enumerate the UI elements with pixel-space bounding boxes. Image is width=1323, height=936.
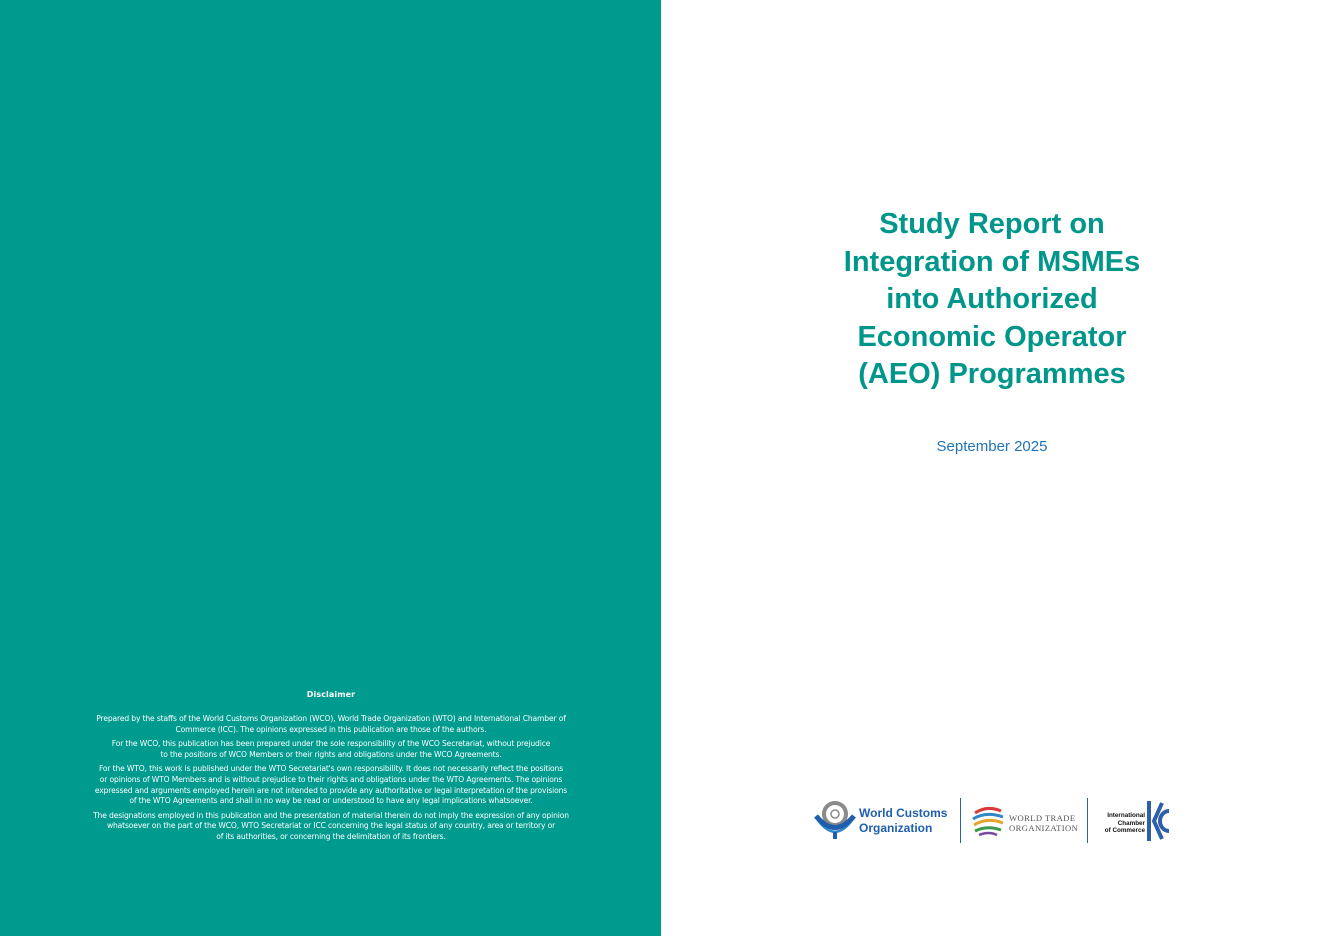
wco-logo-text xyxy=(859,806,947,836)
title-line: (AEO) Programmes xyxy=(858,358,1126,390)
report-title xyxy=(812,206,1172,394)
icc-emblem-icon xyxy=(1146,800,1170,842)
icc-logo xyxy=(1097,800,1172,842)
disclaimer-line: Prepared by the staffs of the World Customs Organization (WCO), World Trade Organization (WTO) and International Chamber of xyxy=(96,714,566,723)
icc-logo-line: of Commerce xyxy=(1104,827,1145,835)
title-line: Economic Operator xyxy=(857,320,1127,353)
disclaimer-line: expressed and arguments employed herein are not intended to provide any authoritative or legal interpretation of the provisions xyxy=(94,785,568,795)
wco-logo-line: World Customs xyxy=(859,806,948,820)
disclaimer-line: Commerce (ICC). The opinions expressed in this publication are those of the authors. xyxy=(175,724,487,734)
partner-logos xyxy=(814,797,1170,845)
disclaimer-heading: Disclaimer xyxy=(306,690,356,699)
wco-logo-line: Organization xyxy=(859,821,933,835)
wto-emblem-icon xyxy=(971,803,1007,839)
wto-logo-line: WORLD TRADE xyxy=(1009,813,1076,823)
disclaimer-block xyxy=(82,690,580,847)
disclaimer-line: of its authorities, or concerning the delimitation of its frontiers. xyxy=(216,831,446,841)
wco-logo xyxy=(814,799,954,843)
disclaimer-line: The designations employed in this publication and the presentation of material therein do not imply the expression of any opinion xyxy=(93,810,569,820)
icc-logo-text xyxy=(1097,812,1145,835)
icc-logo-line: International xyxy=(1107,812,1145,819)
title-line: Study Report on xyxy=(879,208,1105,240)
icc-logo-line: Chamber xyxy=(1117,819,1145,827)
title-line: into Authorized xyxy=(886,283,1098,315)
disclaimer-paragraph xyxy=(82,739,580,760)
disclaimer-paragraph xyxy=(82,811,580,843)
disclaimer-line: For the WCO, this publication has been prepared under the sole responsibility of the WCO Secretariat, without prejudice xyxy=(111,739,551,749)
disclaimer-line: of the WTO Agreements and shall in no way be read or understood to have any legal implications whatsoever. xyxy=(129,796,533,806)
disclaimer-paragraph xyxy=(82,714,580,735)
disclaimer-line: to the positions of WCO Members or their rights and obligations under the WCO Agreements. xyxy=(160,749,502,759)
wto-logo xyxy=(971,803,1079,839)
disclaimer-paragraph xyxy=(82,764,580,806)
wto-logo-line: ORGANIZATION xyxy=(1009,822,1079,833)
wco-emblem-icon xyxy=(814,799,856,841)
disclaimer-line: or opinions of WTO Members and is without prejudice to their rights and obligations under the WTO Agreements. The opinions xyxy=(99,774,563,784)
logo-divider xyxy=(960,798,961,843)
wto-logo-text xyxy=(1009,814,1078,833)
disclaimer-line: For the WTO, this work is published under the WTO Secretariat's own responsibility. It does not necessarily reflect the positions xyxy=(98,764,564,774)
publication-date: September 2025 xyxy=(936,438,1048,455)
logo-divider xyxy=(1087,798,1088,843)
disclaimer-line: whatsoever on the part of the WCO, WTO Secretariat or ICC concerning the legal status of any country, area or territory or xyxy=(106,821,556,831)
disclaimer-panel xyxy=(0,0,661,936)
title-line: Integration of MSMEs xyxy=(843,245,1141,278)
